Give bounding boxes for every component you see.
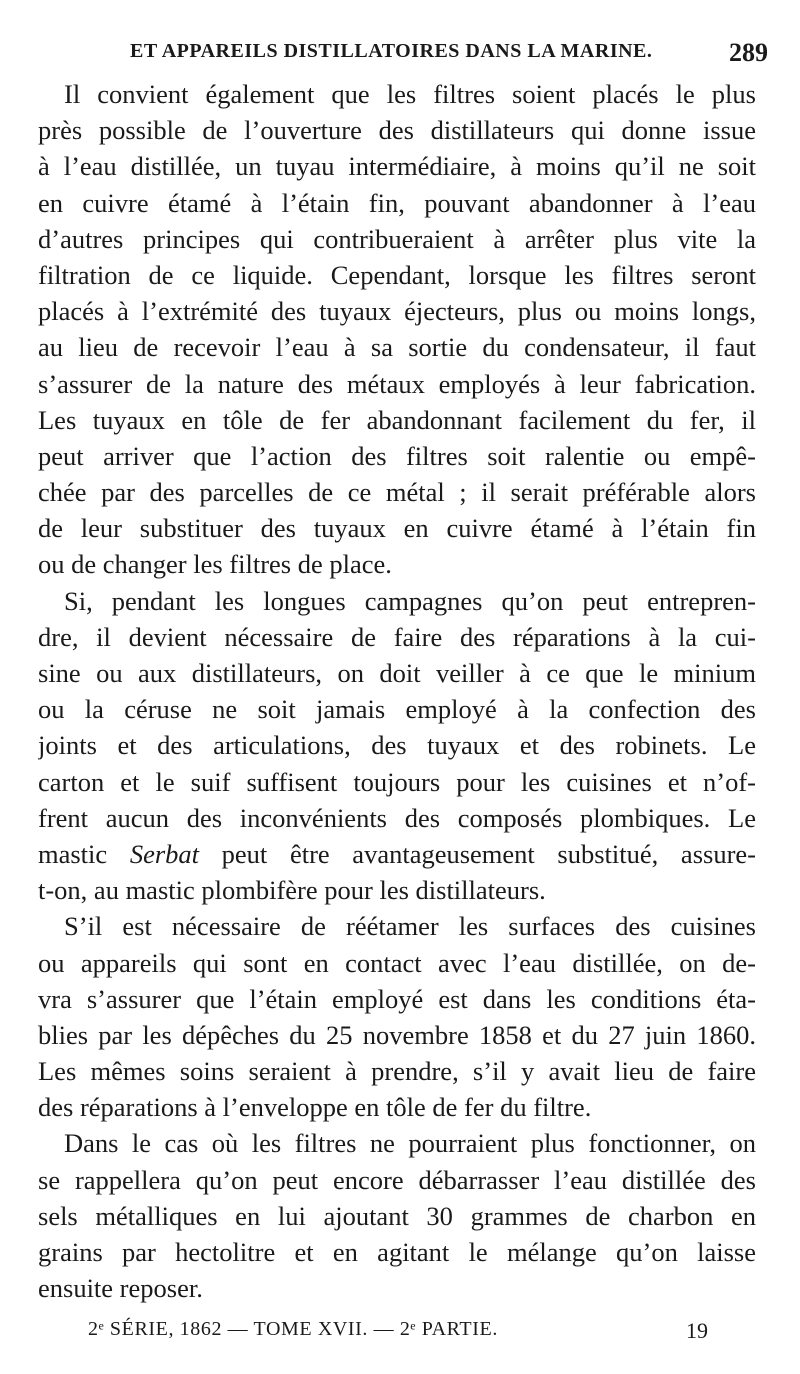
- text-line: ensuite reposer.: [38, 1273, 203, 1304]
- text-line: placés à l’extrémité des tuyaux éjecteurs, plus ou moins longs,: [38, 296, 756, 327]
- text-line: grains par hectolitre et en agitant le mélange qu’on laisse: [38, 1237, 756, 1267]
- body-text: [38, 76, 756, 1306]
- text-line: t-on, au mastic plombifère pour les distillateurs.: [38, 875, 546, 906]
- text-line: dre, il devient nécessaire de faire des réparations à la cui-: [38, 621, 756, 652]
- text-line: blies par les dépêches du 25 novembre 1858 et du 27 juin 1860.: [38, 1019, 756, 1050]
- text-line: s’assurer de la nature des métaux employés à leur fabrication.: [38, 368, 756, 399]
- text-line: d’autres principes qui contribueraient à arrêter plus vite la: [38, 223, 756, 254]
- text-line: Il convient également que les filtres soient placés le plus: [64, 79, 756, 109]
- text-segment: peut être avantageusement substitué, assure-: [199, 838, 756, 869]
- text-line: ou appareils qui sont en contact avec l’eau distillée, on de-: [38, 947, 756, 978]
- footer-signature-mark: 19: [686, 1318, 708, 1343]
- text-line: S’il est nécessaire de réétamer les surfaces des cuisines: [64, 911, 756, 942]
- text-line: sine ou aux distillateurs, on doit veiller à ce que le minium: [38, 658, 756, 688]
- text-line: à l’eau distillée, un tuyau intermédiaire, à moins qu’il ne soit: [38, 151, 756, 182]
- text-line: se rappellera qu’on peut encore débarrasser l’eau distillée des: [38, 1164, 756, 1195]
- footer-series-info: 2ᵉ SÉRIE, 1862 — TOME XVII. — 2ᵉ PARTIE.: [88, 1318, 498, 1340]
- running-title: ET APPAREILS DISTILLATOIRES DANS LA MARINE.: [130, 40, 653, 62]
- text-segment: mastic: [38, 838, 130, 869]
- text-line: de leur substituer des tuyaux en cuivre étamé à l’étain fin: [38, 513, 756, 544]
- text-line: Si, pendant les longues campagnes qu’on peut entrepren-: [64, 585, 756, 616]
- text-line: peut arriver que l’action des filtres soit ralentie ou empê-: [38, 440, 756, 471]
- text-line: chée par des parcelles de ce métal ; il serait préférable alors: [38, 477, 756, 508]
- text-line: carton et le suif suffisent toujours pour les cuisines et n’of-: [38, 766, 756, 797]
- text-line: [38, 836, 756, 872]
- text-line: joints et des articulations, des tuyaux et des robinets. Le: [38, 730, 756, 761]
- text-line: Les tuyaux en tôle de fer abandonnant facilement du fer, il: [38, 404, 756, 435]
- page-number: 289: [729, 38, 768, 67]
- text-line: des réparations à l’enveloppe en tôle de fer du filtre.: [38, 1092, 592, 1123]
- page-header: [120, 36, 768, 72]
- text-line: Dans le cas où les filtres ne pourraient plus fonctionner, on: [64, 1128, 756, 1159]
- text-line: ou de changer les filtres de place.: [38, 549, 392, 580]
- text-line: frent aucun des inconvénients des composés plombiques. Le: [38, 802, 756, 833]
- text-line: près possible de l’ouverture des distillateurs qui donne issue: [38, 115, 756, 146]
- text-line: en cuivre étamé à l’étain fin, pouvant abandonner à l’eau: [38, 187, 756, 218]
- text-line: vra s’assurer que l’étain employé est dans les conditions éta-: [38, 983, 756, 1014]
- italic-name: Serbat: [129, 838, 200, 869]
- text-line: sels métalliques en lui ajoutant 30 grammes de charbon en: [38, 1200, 756, 1231]
- text-line: Les mêmes soins seraient à prendre, s’il y avait lieu de faire: [38, 1056, 756, 1087]
- text-line: filtration de ce liquide. Cependant, lorsque les filtres seront: [38, 259, 756, 290]
- text-line: ou la céruse ne soit jamais employé à la confection des: [38, 694, 756, 725]
- text-line: au lieu de recevoir l’eau à sa sortie du condensateur, il faut: [38, 332, 756, 363]
- page-footer: [88, 1318, 708, 1348]
